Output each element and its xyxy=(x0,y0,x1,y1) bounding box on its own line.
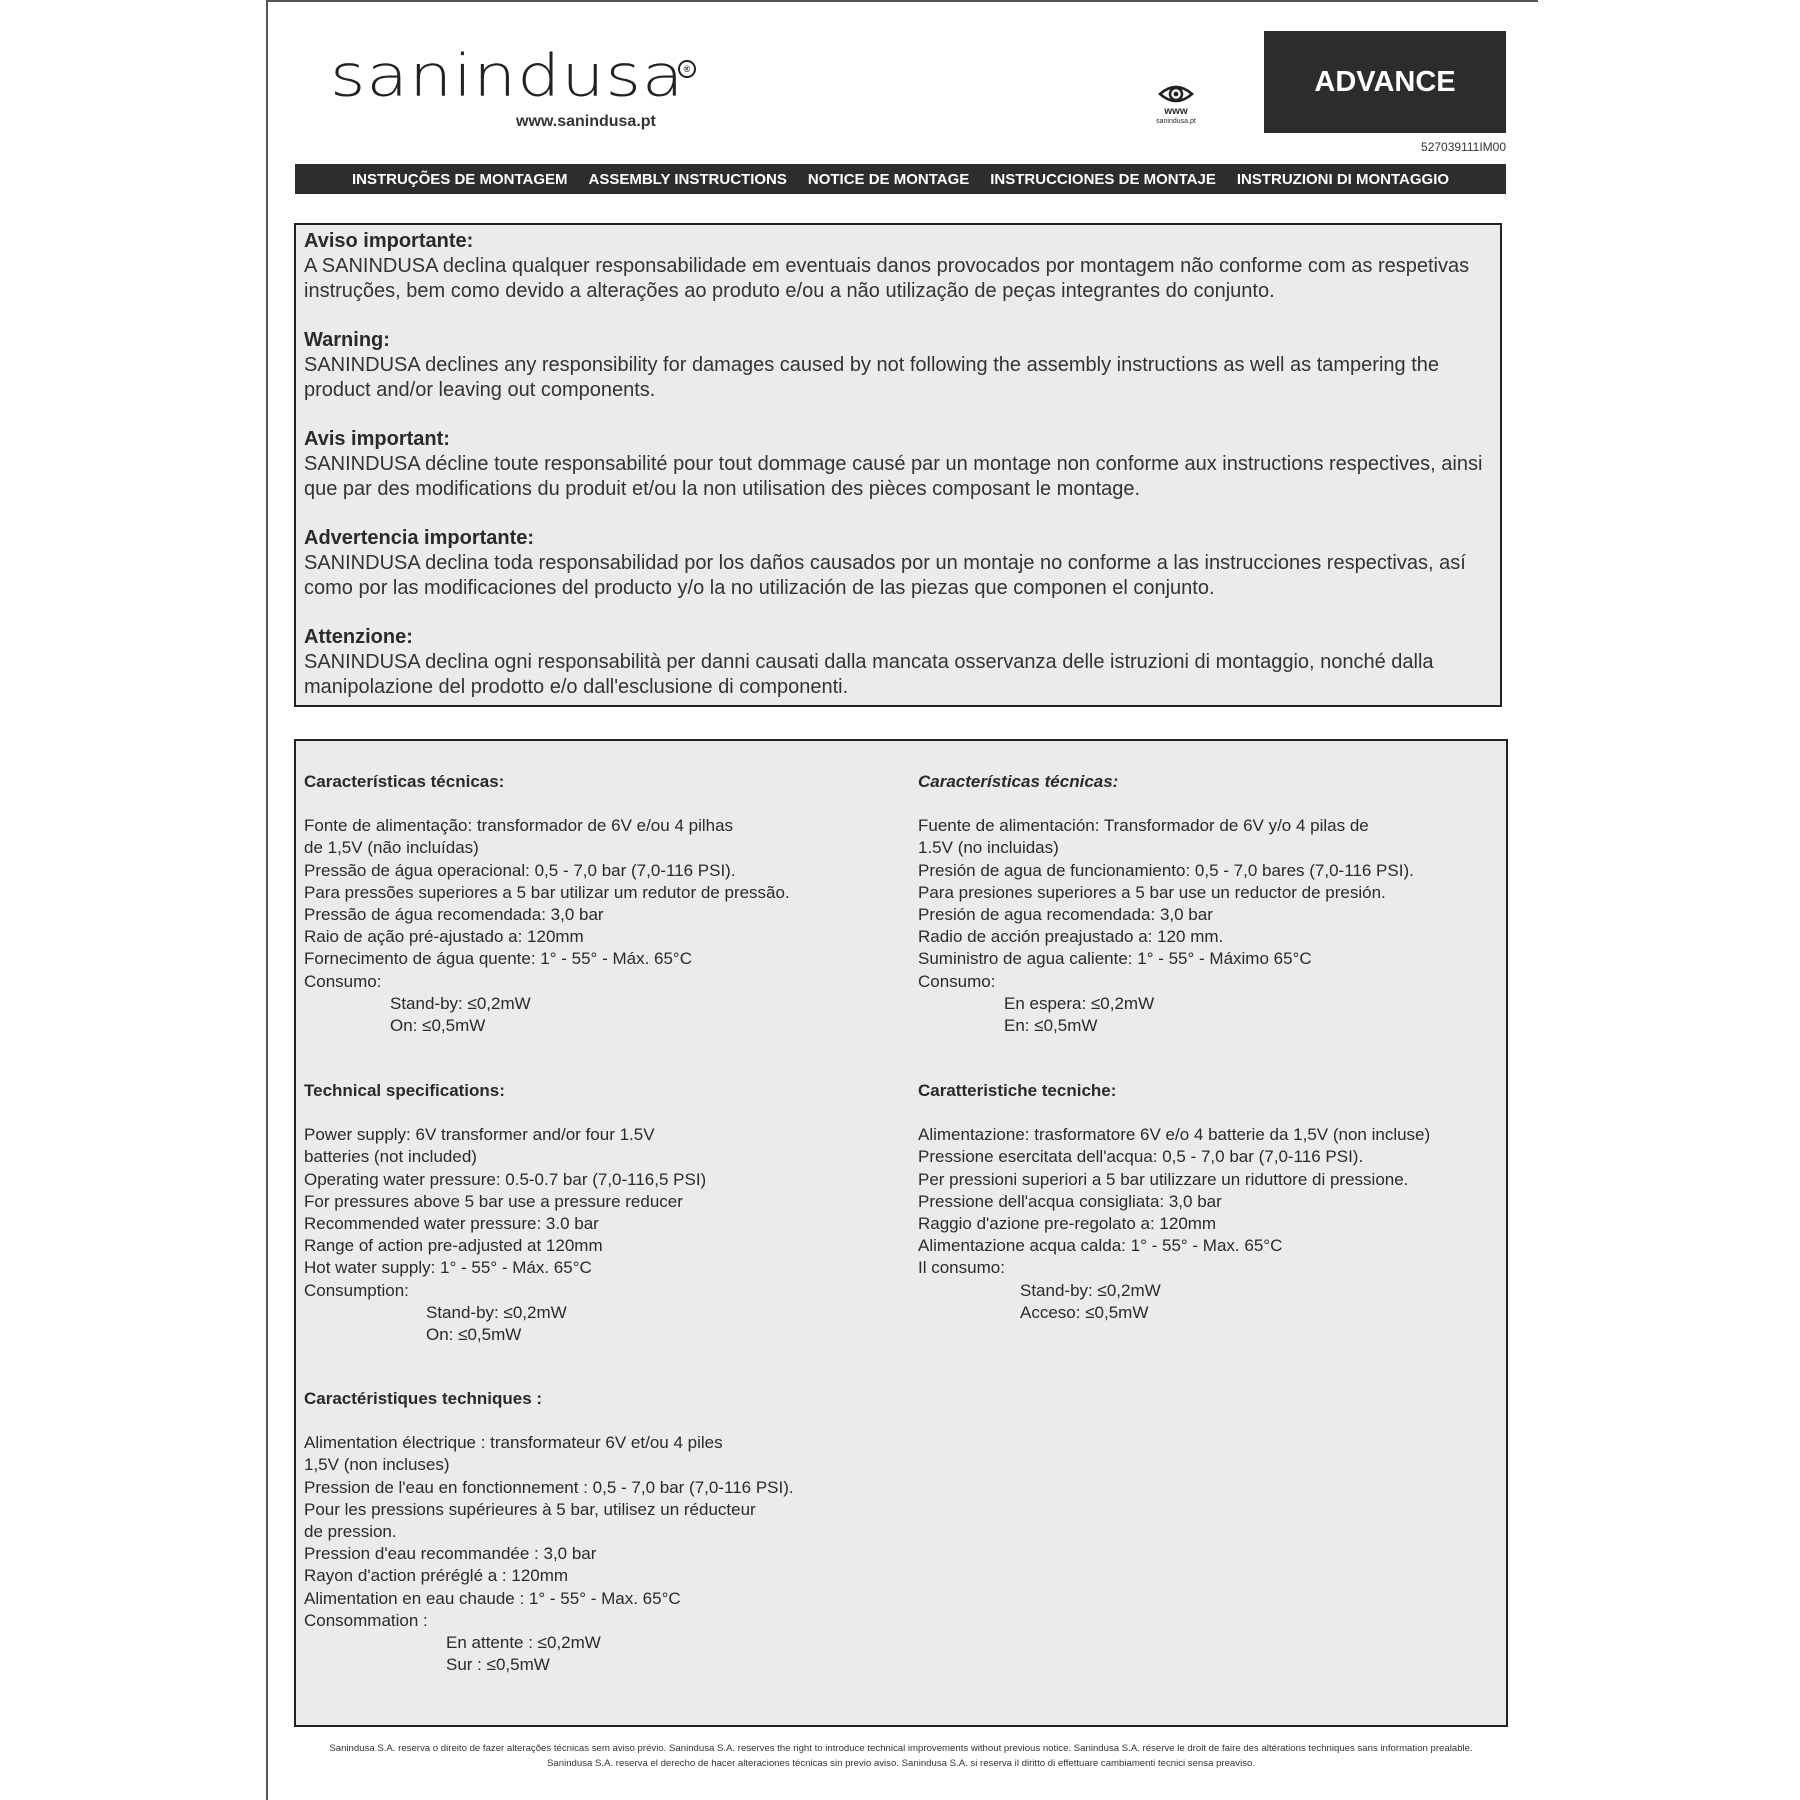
spec-line: Consumo: xyxy=(918,971,996,991)
spec-title: Caratteristiche tecniche: xyxy=(918,1081,1117,1100)
warning-box xyxy=(294,223,1502,707)
spec-line: Fonte de alimentação: transformador de 6V e/ou 4 pilhas xyxy=(304,816,734,836)
spec-line: Consumo: xyxy=(304,971,382,991)
spec-line: Rayon d'action préréglé a : 120mm xyxy=(304,1566,569,1586)
spec-line: Suministro de agua caliente: 1° - 55° - Máximo 65°C xyxy=(918,949,1312,969)
spec-line: Raggio d'azione pre-regolato a: 120mm xyxy=(918,1214,1217,1234)
spec-line: Alimentation en eau chaude : 1° - 55° - Max. 65°C xyxy=(304,1588,681,1608)
footer-disclaimer-line1: Sanindusa S.A. reserva o direito de fazer alterações técnicas sem aviso prévio. Sanindusa S.A. reserves the right to introduce technical improvements without previous notice. Sanindusa S.A. réserve le droit de faire des altérations techniques sans information prealable. xyxy=(329,1743,1473,1754)
spec-line: Pour les pressions supérieures à 5 bar, utilisez un réducteur xyxy=(304,1499,756,1519)
lang-label-es: INSTRUCCIONES DE MONTAJE xyxy=(990,170,1216,188)
spec-line: de 1,5V (não incluídas) xyxy=(304,838,479,858)
warning-title: Attenzione: xyxy=(304,626,413,648)
warning-title: Warning: xyxy=(304,329,390,351)
spec-line: Pressão de água operacional: 0,5 - 7,0 bar (7,0-116 PSI). xyxy=(304,860,736,880)
brand-website[interactable]: www.sanindusa.pt xyxy=(516,113,656,130)
spec-line: 1,5V (non incluses) xyxy=(304,1455,450,1475)
lang-label-fr: NOTICE DE MONTAGE xyxy=(807,170,970,188)
footer-disclaimer-line2: Sanindusa S.A. reserva el derecho de hacer alteraciones técnicas sin previo aviso. Sanindusa S.A. si reserva il diritto di effettuare cambiamenti tecnici sensa preaviso. xyxy=(547,1758,1255,1769)
spec-line: Consommation : xyxy=(304,1610,428,1630)
spec-line: Pressione esercitata dell'acqua: 0,5 - 7,0 bar (7,0-116 PSI). xyxy=(918,1147,1364,1167)
www-sub-label: sanindusa.pt xyxy=(1156,118,1196,125)
spec-line: Operating water pressure: 0.5-0.7 bar (7,0-116,5 PSI) xyxy=(304,1169,707,1189)
spec-line: Raio de ação pré-ajustado a: 120mm xyxy=(304,927,584,947)
spec-title: Technical specifications: xyxy=(304,1081,505,1100)
spec-en xyxy=(304,1080,706,1346)
warning-title: Aviso importante: xyxy=(304,230,474,252)
spec-line: Recommended water pressure: 3.0 bar xyxy=(304,1214,599,1234)
spec-line: Fornecimento de água quente: 1° - 55° - Máx. 65°C xyxy=(304,949,692,969)
spec-title: Características técnicas: xyxy=(918,772,1119,791)
warning-text: SANINDUSA declina toda responsabilidad por los daños causados por un montaje no conforme a las instrucciones respectivas, así como por las modificaciones del producto y/o la no utilización de las piezas que componen el conjunto. xyxy=(304,552,1466,599)
language-bar xyxy=(295,164,1506,194)
spec-subline: En: ≤0,5mW xyxy=(1004,1016,1098,1036)
eye-icon xyxy=(1158,82,1194,106)
spec-line: Hot water supply: 1° - 55° - Máx. 65°C xyxy=(304,1258,592,1278)
model-title: ADVANCE xyxy=(1264,31,1506,133)
spec-line: Power supply: 6V transformer and/or four 1.5V xyxy=(304,1125,655,1145)
warning-text: A SANINDUSA declina qualquer responsabilidade em eventuais danos provocados por montagem não conforme com as respetivas instruções, bem como devido a alterações ao produto e/ou a não utilização de peças integrantes do conjunto. xyxy=(304,255,1470,302)
spec-line: Range of action pre-adjusted at 120mm xyxy=(304,1236,603,1256)
page-border-top xyxy=(266,0,1538,2)
document-code: 527039111IM00 xyxy=(1421,140,1506,154)
spec-line: Presión de agua de funcionamiento: 0,5 - 7,0 bares (7,0-116 PSI). xyxy=(918,860,1414,880)
spec-fr xyxy=(304,1388,794,1676)
spec-line: Alimentation électrique : transformateur 6V et/ou 4 piles xyxy=(304,1433,723,1453)
spec-line: Pression d'eau recommandée : 3,0 bar xyxy=(304,1544,597,1564)
warning-title: Advertencia importante: xyxy=(304,527,535,549)
spec-line: 1.5V (no incluidas) xyxy=(918,838,1059,858)
warning-fr xyxy=(304,427,1500,502)
spec-line: Il consumo: xyxy=(918,1258,1005,1278)
spec-it xyxy=(918,1080,1430,1324)
lang-label-it: INSTRUZIONI DI MONTAGGIO xyxy=(1236,170,1450,188)
spec-title: Caractéristiques techniques : xyxy=(304,1389,543,1408)
spec-subline: On: ≤0,5mW xyxy=(426,1325,522,1345)
spec-line: Alimentazione: trasformatore 6V e/o 4 batterie da 1,5V (non incluse) xyxy=(918,1125,1431,1145)
spec-es xyxy=(918,771,1414,1037)
specifications-box xyxy=(294,739,1508,1727)
spec-line: Pression de l'eau en fonctionnement : 0,5 - 7,0 bar (7,0-116 PSI). xyxy=(304,1477,794,1497)
spec-line: Per pressioni superiori a 5 bar utilizzare un riduttore di pressione. xyxy=(918,1169,1409,1189)
warning-pt xyxy=(304,229,1500,304)
warning-text: SANINDUSA declina ogni responsabilità per danni causati dalla mancata osservanza delle istruzioni di montaggio, nonché dalla manipolazione del prodotto e/o dall'esclusione di componenti. xyxy=(304,651,1434,698)
page-border-left xyxy=(266,0,268,1800)
spec-subline: Stand-by: ≤0,2mW xyxy=(1020,1280,1161,1300)
spec-subline: Sur : ≤0,5mW xyxy=(446,1655,550,1675)
registered-mark: ® xyxy=(678,60,696,78)
warning-title: Avis important: xyxy=(304,428,450,450)
spec-pt xyxy=(304,771,790,1037)
www-label: www xyxy=(1164,106,1188,117)
spec-line: Presión de agua recomendada: 3,0 bar xyxy=(918,905,1213,925)
spec-line: Fuente de alimentación: Transformador de 6V y/o 4 pilas de xyxy=(918,816,1369,836)
lang-label-en: ASSEMBLY INSTRUCTIONS xyxy=(588,170,787,188)
warning-en xyxy=(304,328,1500,403)
spec-line: Alimentazione acqua calda: 1° - 55° - Max. 65°C xyxy=(918,1236,1283,1256)
spec-line: Pressione dell'acqua consigliata: 3,0 bar xyxy=(918,1191,1222,1211)
spec-title: Características técnicas: xyxy=(304,772,505,791)
spec-line: Radio de acción preajustado a: 120 mm. xyxy=(918,927,1224,947)
warning-it xyxy=(304,625,1500,700)
warning-text: SANINDUSA décline toute responsabilité pour tout dommage causé par un montage non conforme aux instructions respectives, ainsi que par des modifications du produit et/ou la non utilisation des pièces composant le montage. xyxy=(304,453,1483,500)
lang-label-pt: INSTRUÇÕES DE MONTAGEM xyxy=(351,170,568,188)
www-badge[interactable] xyxy=(1148,82,1204,126)
spec-subline: Stand-by: ≤0,2mW xyxy=(390,993,531,1013)
warning-es xyxy=(304,526,1500,601)
spec-line: For pressures above 5 bar use a pressure reducer xyxy=(304,1191,683,1211)
spec-line: Consumption: xyxy=(304,1280,409,1300)
brand-wordmark: sanindusa xyxy=(330,42,685,111)
spec-line: Para pressões superiores a 5 bar utilizar um redutor de pressão. xyxy=(304,882,790,902)
spec-subline: On: ≤0,5mW xyxy=(390,1016,486,1036)
spec-line: Para presiones superiores a 5 bar use un reductor de presión. xyxy=(918,882,1386,902)
spec-subline: En espera: ≤0,2mW xyxy=(1004,993,1155,1013)
spec-subline: Acceso: ≤0,5mW xyxy=(1020,1302,1149,1322)
spec-line: batteries (not included) xyxy=(304,1147,477,1167)
spec-line: de pression. xyxy=(304,1522,397,1542)
warning-text: SANINDUSA declines any responsibility for damages caused by not following the assembly instructions as well as tampering the product and/or leaving out components. xyxy=(304,354,1439,401)
spec-subline: En attente : ≤0,2mW xyxy=(446,1633,601,1653)
brand-logo xyxy=(330,42,691,130)
spec-line: Pressão de água recomendada: 3,0 bar xyxy=(304,905,604,925)
spec-subline: Stand-by: ≤0,2mW xyxy=(426,1302,567,1322)
